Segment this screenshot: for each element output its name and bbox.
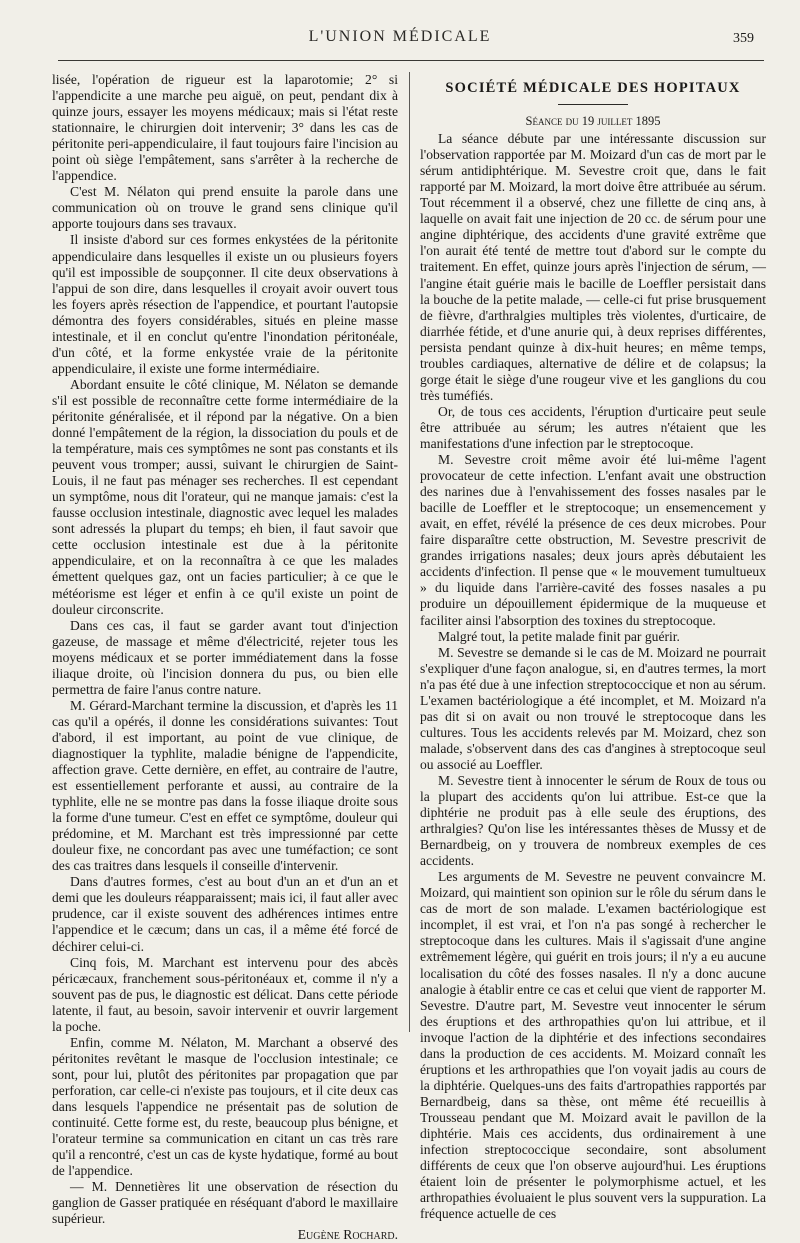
paragraph: Enfin, comme M. Nélaton, M. Marchant a observé des péritonites revêtant le masque de l'occlusion intestinale; ce sont, pour lui, plutôt des péritonites par propagation que par perforation, car celle-ci n'existe pas toujours, et il cite deux cas dans lesquels l'appendice ne présentait pas de solution de continuité. Cette forme est, du reste, beaucoup plus bénigne, et l'orateur termine sa communication en citant un cas très rare qu'il a rencontré, c'est un cas de kyste hydatique, formé au bout de l'appendice.: [52, 1034, 398, 1179]
page-header: [0, 0, 800, 62]
paragraph: Il insiste d'abord sur ces formes enkystées de la péritonite appendiculaire dans lesquelles il existe un ou plusieurs foyers qu'il est impossible de soupçonner. Il cite deux observations à l'appui de son dire, dans lesquelles il croyait avoir ouvert tous les foyers après résection de l'appendice, et pourtant l'autopsie démontra des foyers considérables, situés en pleine masse intestinale, et il en conclut qu'entre l'inondation péritonéale, d'un côté, et la forme enkystée vraie de la péritonite appendiculaire, il existe une forme intermédiaire.: [52, 232, 398, 376]
paragraph: Dans ces cas, il faut se garder avant tout d'injection gazeuse, de massage et même d'électricité, rejeter tous les moyens médicaux et se porter immédiatement dans la fosse iliaque droite, où l'incision donnera du pus, ou bien elle permettra de faire l'anus contre nature.: [52, 617, 398, 697]
paragraph: La séance débute par une intéressante discussion sur l'observation rapportée par M. Moizard d'un cas de mort par le sérum antidiphtérique. M. Sevestre croit que, dans le fait rapporté par M. Moizard, la mort doive être attribuée au sérum. Tout récemment il a observé, chez une fillette de cinq ans, à laquelle on avait fait une injection de 20 cc. de sérum pour une angine diphtérique, des accidents d'une gravité extrême que l'on aurait été tenté de mettre tout d'abord sur le compte du traitement. En effet, quinze jours après l'injection de sérum, — l'angine était guérie mais le bacille de Loeffler persistait dans la bouche de la petite malade, — celle-ci fut prise brusquement de fièvre, d'arthralgies multiples très violentes, d'urticaire, de diarrhée fétide, et d'une anurie qui, à deux reprises différentes, persista pendant quinze à dix-huit heures; en même temps, troubles cardiaques, alternative de délire et de colapsus; la gorge était le siège d'une rougeur vive et les ganglions du cou très tuméfiés.: [420, 131, 766, 403]
session-date: Séance du 19 juillet 1895: [525, 114, 661, 129]
header-rule: [58, 60, 764, 61]
paragraph: Dans d'autres formes, c'est au bout d'un an et d'un an et demi que les douleurs réapparaissent; mais ici, il faut aller avec prudence, car il existe souvent des adhérences intimes entre l'appendice et le cæcum; dans un cas, il a même été forcé de déchirer celui-ci.: [52, 874, 398, 954]
left-column: [52, 72, 398, 1243]
column-divider: [409, 72, 410, 1032]
right-column-body: [420, 131, 766, 1222]
paragraph: Abordant ensuite le côté clinique, M. Nélaton se demande s'il est possible de reconnaître cette forme intermédiaire de la péritonite généralisée, et il répond par la négative. On a bien donné l'empâtement de la région, la dissociation du pouls et de la température, mais ces symptômes ne sont pas constants et ils peuvent vous tromper; aussi, suivant le chirurgien de Saint-Louis, il ne faut pas ménager ses recherches. Il est cependant un symptôme, nous dit l'orateur, qui ne manque jamais: c'est la fausse occlusion intestinale, diagnostic avec lequel les malades sont adressés la plupart du temps; eh bien, il faut savoir que cette occlusion intestinale est due à la péritonite appendiculaire, et on la reconnaîtra à ce que les malades émettent quelques gaz, ont un facies particulier; à ce que le météorisme est léger et enfin à ce qu'il existe un point de douleur circonscrite.: [52, 376, 398, 617]
paragraph: lisée, l'opération de rigueur est la laparotomie; 2° si l'appendicite a une marche peu aiguë, on peut, pendant dix à quinze jours, essayer les moyens médicaux; mais si l'état reste stationnaire, le chirurgien doit intervenir; 3° dans les cas de péritonite peri-appendiculaire, il faut toujours faire l'incision au point où siège l'empâtement, sans s'arrêter à la recherche de l'appendice.: [52, 72, 398, 184]
right-column: [420, 72, 766, 1222]
paragraph: Or, de tous ces accidents, l'éruption d'urticaire peut seule être attribuée au sérum; les autres n'étaient que les manifestations d'une infection par le streptocoque.: [420, 403, 766, 451]
paragraph: M. Gérard-Marchant termine la discussion, et d'après les 11 cas qu'il a opérés, il donne les considérations suivantes: Tout d'abord, il est important, au point de vue clinique, de diagnostiquer la typhlite, maladie bénigne de l'appendicite, affection grave. Cette dernière, en effet, au contraire de l'autre, est essentiellement perforante et aussi, au contraire de la typhlite, elle ne se montre pas dans la fosse iliaque droite sous la forme d'une tumeur. C'est en effet ce symptôme, douleur qui prédomine, et M. Marchant est très impressionné par cette douleur fixe, ne concordant pas avec une tuméfaction; ce sont des cas traitres dans lesquels il conseille d'intervenir.: [52, 697, 398, 874]
paragraph: Malgré tout, la petite malade finit par guérir.: [438, 628, 680, 644]
paragraph: M. Sevestre tient à innocenter le sérum de Roux de tous ou la plupart des accidents qu'on lui attribue. Est-ce que la diphtérie ne produit pas à elle seule des éruptions, des arthralgies? Qu'on lise les intéressantes thèses de Mussy et de Bernardbeig, on y trouvera de nombreux exemples de ces accidents.: [420, 772, 766, 869]
paragraph: Cinq fois, M. Marchant est intervenu pour des abcès péricæcaux, franchement sous-péritonéaux et, comme il n'y a souvent pas de pus, le diagnostic est délicat. Dans cette période latente, il faut, au besoin, savoir intervenir et ouvrir largement la poche.: [52, 954, 398, 1034]
section-title: SOCIÉTÉ MÉDICALE DES HOPITAUX: [445, 80, 741, 96]
running-title: L'UNION MÉDICALE: [308, 28, 492, 45]
paragraph: Les arguments de M. Sevestre ne peuvent convaincre M. Moizard, qui maintient son opinion sur le rôle du sérum dans le cas de mort de son malade. L'examen bactériologique est incomplet, il est vrai, et l'on n'a pas songé à rechercher le streptocoque dans les cultures. Mais il s'agissait d'une angine extrêmement légère, qui guérit en trois jours; il n'y a eu aucune localisation du côté des fosses nasales. Il n'y a donc aucune analogie à établir entre ce cas et celui que vient de rapporter M. Sevestre. D'autre part, M. Sevestre veut innocenter le sérum des éruptions et des arthropathies qu'on lui attribue, et il invoque l'action de la diphtérie et des infections secondaires dans la production de ces accidents. M. Moizard connaît les éruptions et les arthropathies que l'on voyait jadis au cours de la diphtérie. Quelques-uns des faits d'artropathies rapportés par Bernardbeig, dans sa thèse, ont même été recueillis à Trousseau pendant que M. Moizard avait le pavillon de la diphtérie. Mais ces accidents, dus ordinairement à une infection streptococcique secondaire, sont absolument différents de ceux que l'on observe aujourd'hui. Les éruptions étaient loin de présenter le polymorphisme actuel, et les arthropathies évoluaient le plus souvent vers la suppuration. La fréquence actuelle de ces: [420, 869, 766, 1222]
section-title-rule: [558, 104, 628, 105]
paragraph: — M. Dennetières lit une observation de résection du ganglion de Gasser pratiquée en réséquant d'abord le maxillaire supérieur.: [52, 1179, 398, 1227]
paragraph: C'est M. Nélaton qui prend ensuite la parole dans une communication où on trouve le grand sens clinique qu'il apporte toujours dans ses travaux.: [52, 184, 398, 232]
paragraph: M. Sevestre se demande si le cas de M. Moizard ne pourrait s'expliquer d'une façon analogue, si, en d'autres termes, la mort n'a pas été due à une infection streptococcique et non au sérum. L'examen bactériologique a été incomplet, et M. Moizard n'a pas dit si on avait ou non trouvé le streptocoque dans les cultures. Tous les accidents relevés par M. Moizard, chez son malade, s'observent dans des cas d'angines à streptocoque seul ou associé au Loeffler.: [420, 644, 766, 772]
paragraph: M. Sevestre croit même avoir été lui-même l'agent provocateur de cette infection. L'enfant avait une obstruction des narines due à l'envahissement des fosses nasales par le bacille de Loeffler et le streptocoque; un ensemencement y avait, en effet, révélé la présence de ces deux microbes. Pour faire disparaître cette obstruction, M. Sevestre prescrivit de grandes irrigations nasales; deux jours après débutaient les accidents d'infection. Il pense que « le mouvement tumultueux » du liquide dans l'arrière-cavité des fosses nasales a pu produire un dépouillement épidermique de la muqueuse et faciliter ainsi l'absorption des toxines du streptocoque.: [420, 452, 766, 628]
page-number: 359: [733, 31, 754, 46]
author-signature: Eugène Rochard.: [297, 1227, 398, 1243]
